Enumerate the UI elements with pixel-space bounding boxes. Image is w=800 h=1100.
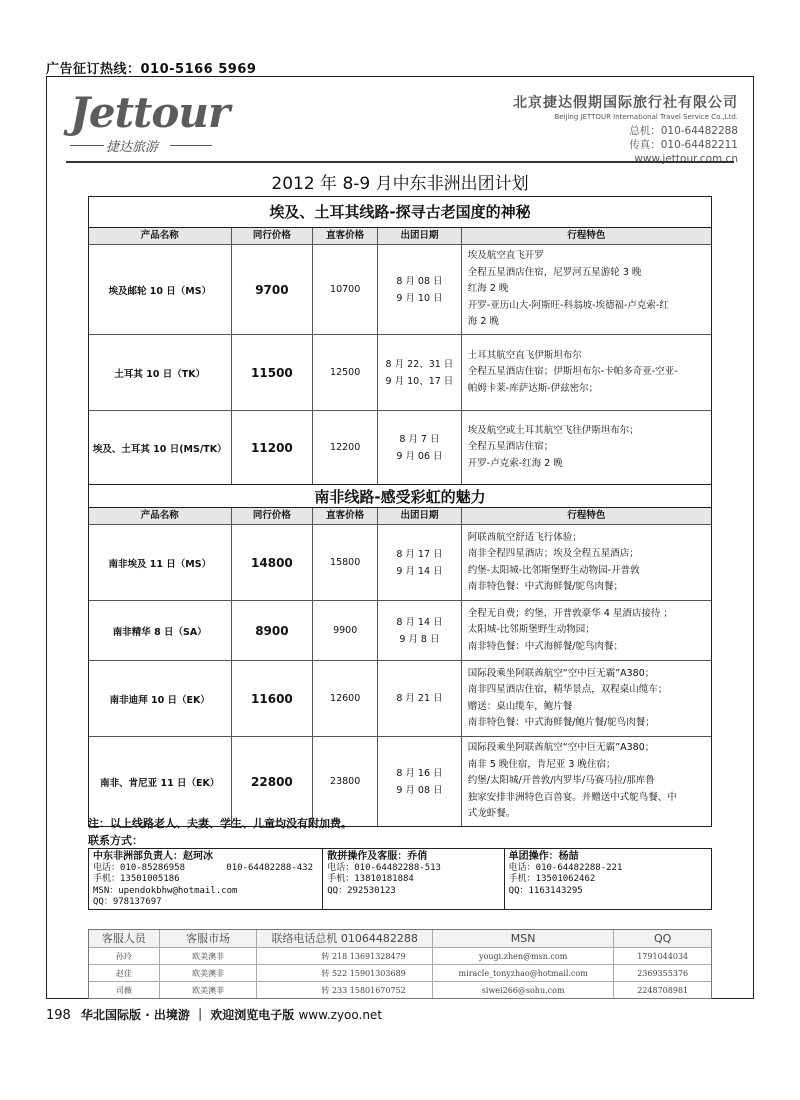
peer-price: 9700 [231, 245, 313, 334]
svc-cell: 转 233 15801670752 [256, 982, 432, 998]
svc-cell: 赵佳 [115, 969, 132, 978]
product-name: 埃及邮轮 10 日（MS） [108, 285, 212, 297]
product-name: 南非迪拜 10 日（EK） [109, 694, 210, 706]
svc-header: QQ [613, 930, 711, 947]
table-row [89, 736, 711, 826]
feature-line: 海 2 晚 [467, 316, 499, 328]
date: 8 月 17 日 [396, 548, 443, 560]
feature-line: 国际段乘坐阿联酋航空“空中巨无霸”A380； [467, 667, 655, 679]
date: 9 月 06 日 [396, 450, 443, 462]
svc-cell: 转 522 15901303689 [256, 965, 432, 981]
peer-price: 14800 [231, 525, 313, 600]
svc-header: 客服市场 [159, 930, 257, 947]
feature-line: 南非特色餐：中式海鲜餐/鲍片餐/鸵鸟肉餐； [467, 717, 655, 728]
company-name-en: Beijing JETTOUR International Travel Service Co.,Ltd. [554, 113, 738, 121]
product-name: 南非、肯尼亚 11 日（EK） [100, 777, 220, 789]
contact-single-ops [504, 849, 711, 909]
col-header-dates: 出团日期 [377, 228, 461, 244]
contact-msn[interactable]: MSN：upendokbhw@hotmail.com [93, 885, 238, 896]
contact-phone: 电话：010-64482288-513 [327, 862, 441, 873]
peer-price: 8900 [231, 601, 313, 660]
date: 9 月 14 日 [396, 565, 443, 577]
date: 8 月 14 日 [396, 616, 443, 628]
service-table [88, 929, 712, 999]
contact-head: 单团操作：杨喆 [508, 851, 579, 862]
company-fax: 传真：010-64482211 [629, 139, 738, 151]
svc-cell: 转 218 13691328479 [256, 948, 432, 964]
date: 8 月 22、31 日 [385, 358, 454, 370]
table-row [89, 947, 711, 964]
header-divider [66, 161, 734, 163]
svc-cell: yougi.zhen@msn.com [432, 948, 613, 964]
departure-dates [377, 525, 461, 600]
company-info [513, 92, 738, 166]
col-header-name: 产品名称 [140, 230, 179, 241]
tour-features [461, 525, 711, 600]
direct-price: 23800 [312, 737, 377, 826]
service-table-header [89, 930, 711, 947]
page-footer [46, 1006, 382, 1023]
peer-price: 22800 [231, 737, 313, 826]
feature-line: 约堡/太阳城/开普敦/内罗毕/马赛马拉/那库鲁 [467, 775, 655, 787]
col-header-direct-price: 直客价格 [312, 508, 377, 524]
feature-line: 南非特色餐：中式海鲜餐/鸵鸟肉餐； [467, 640, 623, 652]
svc-cell: 2369355376 [613, 965, 711, 981]
svc-header: MSN [432, 930, 613, 947]
feature-line: 全程五星酒店住宿，尼罗河五星游轮 3 晚 [467, 266, 642, 278]
date: 9 月 10、17 日 [385, 375, 454, 387]
logo-rule-left [70, 145, 104, 146]
date: 9 月 10 日 [396, 292, 443, 304]
contact-qq: QQ：978137697 [93, 897, 162, 907]
tour-features [461, 335, 711, 410]
feature-line: 南非特色餐：中式海鲜餐/鸵鸟肉餐； [467, 581, 623, 592]
contact-head: 中东非洲部负责人：赵珂冰 [93, 851, 213, 862]
peer-price: 11600 [231, 661, 313, 736]
footer-text: 华北国际版 · 出境游 ｜ 欢迎浏览电子版 [81, 1008, 295, 1022]
svc-cell: miracle_tonyzhao@hotmail.com [432, 965, 613, 981]
feature-line: 约堡-太阳城-比邻斯堡野生动物园-开普敦 [467, 564, 640, 576]
svc-cell: 欧美澳非 [159, 965, 257, 981]
table-row [89, 964, 711, 981]
tour-table [88, 196, 712, 827]
feature-line: 独家安排非洲特色百兽宴。并赠送中式鸵鸟餐、中 [467, 791, 677, 803]
table-row [89, 660, 711, 736]
contact-qq: QQ：292530123 [327, 885, 396, 896]
svc-cell: 孙玲 [115, 952, 132, 961]
tour-features [461, 601, 711, 660]
feature-line: 埃及航空或土耳其航空飞往伊斯坦布尔； [467, 424, 639, 436]
col-header-features: 行程特色 [461, 508, 711, 524]
feature-line: 开罗-亚历山大-阿斯旺-科翁坡-埃德福-卢克索-红 [467, 299, 669, 311]
col-header-features: 行程特色 [461, 228, 711, 244]
contact-mobile: 手机：13810181884 [327, 874, 414, 884]
logo-subtitle: 捷达旅游 [106, 140, 159, 155]
feature-line: 国际段乘坐阿联酋航空“空中巨无霸”A380； [467, 742, 655, 754]
product-name: 土耳其 10 日（TK） [114, 368, 206, 380]
svc-cell: 欧美澳非 [159, 948, 257, 964]
jettour-logo [70, 88, 230, 160]
feature-line: 赠送：桌山缆车，鲍片餐 [467, 700, 573, 712]
feature-line: 南非 5 晚住宿，肯尼亚 3 晚住宿； [467, 758, 616, 770]
departure-dates [377, 245, 461, 334]
svc-cell: siwei266@sohu.com [432, 982, 613, 998]
departure-dates [377, 661, 461, 736]
table-row [89, 410, 711, 484]
departure-dates [377, 411, 461, 484]
table-header [89, 228, 711, 244]
logo-wordmark: Jettour [70, 88, 230, 137]
feature-line: 红海 2 晚 [467, 283, 509, 295]
contact-phone: 电话：010-64482288-221 [508, 862, 623, 873]
date: 9 月 8 日 [399, 633, 440, 645]
contact-group-ops [322, 849, 503, 909]
section-title-south-africa: 南非线路-感受彩虹的魅力 [89, 484, 711, 508]
contact-phone: 电话：010-85286958 [93, 862, 186, 873]
feature-line: 埃及航空直飞开罗 [467, 250, 544, 262]
ad-hotline: 广告征订热线：010-5166 5969 [46, 62, 257, 77]
tour-features [461, 411, 711, 484]
peer-price: 11500 [231, 335, 313, 410]
svc-cell: 欧美澳非 [159, 982, 257, 998]
feature-line: 帕姆卡莱-库萨达斯-伊兹密尔； [467, 382, 599, 394]
departure-dates [377, 335, 461, 410]
product-name: 埃及、土耳其 10 日(MS/TK） [92, 443, 227, 455]
contact-label: 联系方式： [88, 834, 143, 847]
contact-phone-ext: 010-64482288-432 [226, 862, 313, 873]
contact-head: 散拼操作及客服：乔俏 [327, 851, 428, 862]
feature-line: 土耳其航空直飞伊斯坦布尔 [467, 349, 582, 361]
table-row [89, 334, 711, 410]
tour-features [461, 737, 711, 826]
direct-price: 15800 [312, 525, 377, 600]
svc-cell: 司薇 [115, 986, 132, 995]
direct-price: 12500 [312, 335, 377, 410]
date: 9 月 08 日 [396, 784, 443, 796]
departure-dates [377, 737, 461, 826]
departure-dates [377, 601, 461, 660]
direct-price: 10700 [312, 245, 377, 334]
table-row [89, 981, 711, 998]
feature-line: 南非全程四星酒店；埃及全程五星酒店； [467, 548, 639, 559]
col-header-name: 产品名称 [140, 510, 179, 521]
direct-price: 12200 [312, 411, 377, 484]
date: 8 月 21 日 [396, 693, 443, 704]
feature-line: 全程五星酒店住宿； [467, 441, 554, 453]
company-website[interactable]: www.jettour.com.cn [634, 153, 738, 165]
page-title: 2012 年 8-9 月中东非洲出团计划 [271, 174, 529, 194]
footer-url[interactable]: www.zyoo.net [298, 1008, 383, 1022]
company-name-cn: 北京捷达假期国际旅行社有限公司 [513, 95, 738, 111]
direct-price: 12600 [312, 661, 377, 736]
col-header-peer-price: 同行价格 [231, 508, 313, 524]
svc-header: 联络电话总机 01064482288 [256, 930, 431, 947]
table-row [89, 600, 711, 660]
col-header-dates: 出团日期 [377, 508, 461, 524]
logo-rule-right [170, 145, 212, 146]
svc-cell: 1791044034 [613, 948, 711, 964]
date: 8 月 16 日 [396, 767, 443, 779]
svc-cell: 2248708981 [613, 982, 711, 998]
feature-line: 式龙虾餐。 [467, 808, 516, 820]
tour-features [461, 245, 711, 334]
feature-line: 全程无自费；约堡，开普敦豪华 4 星酒店接待 ； [467, 607, 673, 619]
table-header [89, 508, 711, 524]
product-name: 南非埃及 11 日（MS） [108, 558, 212, 570]
feature-line: 阿联酋航空舒适飞行体验； [467, 531, 582, 543]
col-header-direct-price: 直客价格 [312, 228, 377, 244]
col-header-peer-price: 同行价格 [231, 228, 313, 244]
direct-price: 9900 [312, 601, 377, 660]
contact-mobile: 手机：13501062462 [508, 874, 596, 884]
company-phone: 总机：010-64482288 [629, 125, 738, 137]
table-row [89, 524, 711, 600]
contact-manager [89, 849, 322, 909]
table-row [89, 244, 711, 334]
peer-price: 11200 [231, 411, 313, 484]
surcharge-note: 注：以上线路老人、夫妻、学生、儿童均没有附加费。 [88, 817, 352, 830]
contact-mobile: 手机：13501005186 [93, 874, 180, 884]
feature-line: 全程五星酒店住宿；伊斯坦布尔-卡帕多奇亚-空亚- [467, 366, 678, 378]
contacts-box [88, 848, 712, 910]
feature-line: 开罗-卢克索-红海 2 晚 [467, 457, 563, 469]
feature-line: 南非四星酒店住宿，精华景点，双程桌山缆车； [467, 684, 668, 695]
page-number: 198 [46, 1008, 71, 1023]
feature-line: 太阳城-比邻斯堡野生动物园； [467, 624, 595, 636]
product-name: 南非精华 8 日（SA） [112, 626, 207, 638]
date: 8 月 08 日 [396, 275, 443, 287]
tour-features [461, 661, 711, 736]
contact-qq: QQ：1163143295 [508, 885, 583, 896]
section-title-egypt-turkey: 埃及、土耳其线路-探寻古老国度的神秘 [89, 197, 711, 228]
svc-header: 客服人员 [101, 932, 146, 945]
date: 8 月 7 日 [399, 433, 440, 445]
